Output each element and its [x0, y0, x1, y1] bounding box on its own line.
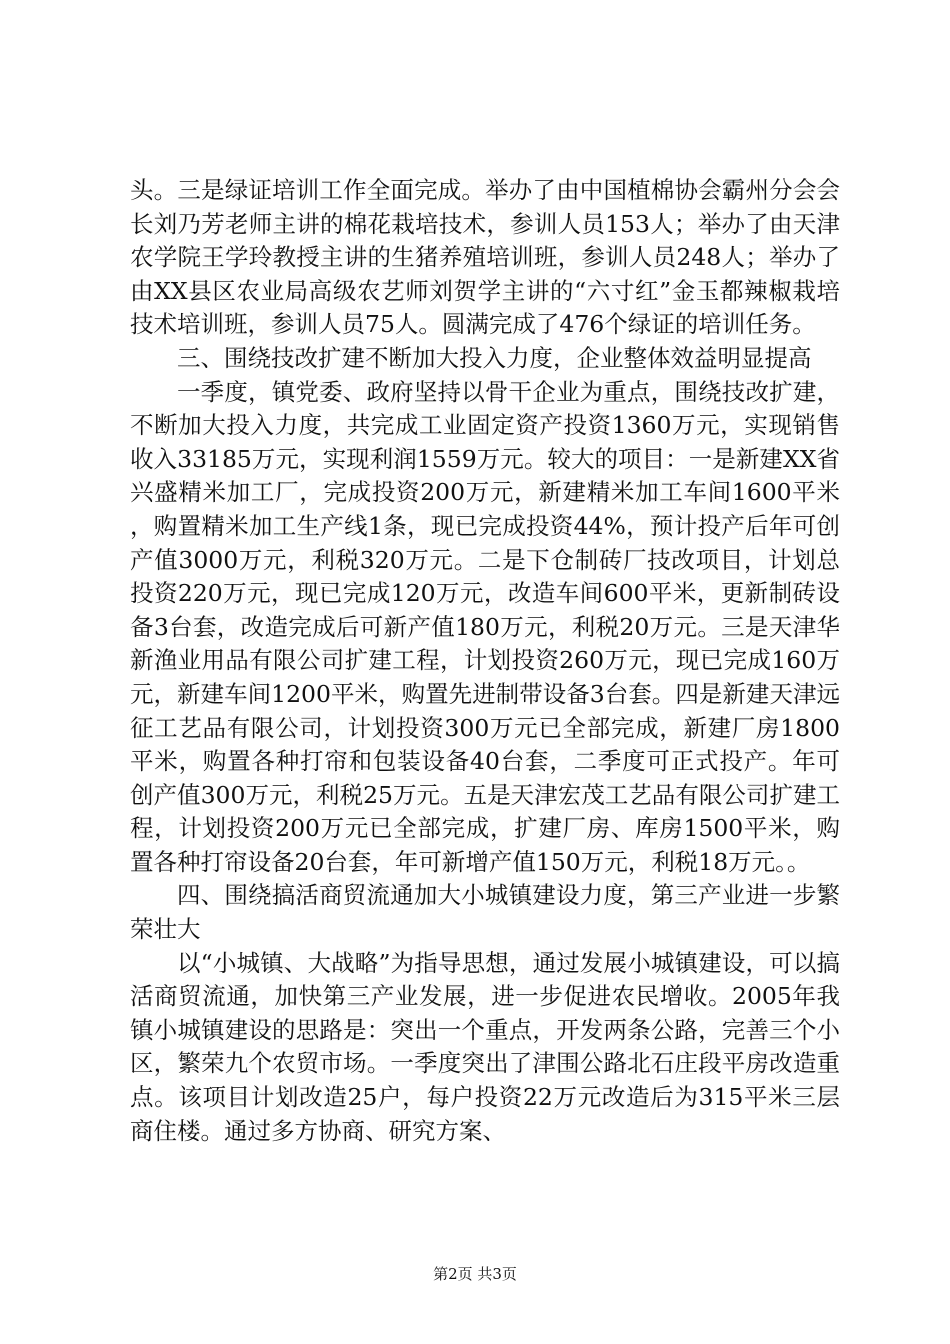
section-heading-4: 四、围绕搞活商贸流通加大小城镇建设力度，第三产业进一步繁荣壮大 [130, 881, 840, 944]
paragraph-investment-projects: 一季度，镇党委、政府坚持以骨干企业为重点，围绕技改扩建，不断加大投入力度，共完成工业固定资产投资1360万元，实现销售收入33185万元，实现利润1559万元。较大的项目：一是新建XX省兴盛精米加工厂，完成投资200万元，新建精米加工车间1600平米，购置精米加工生产线1条，现已完成投资44%，预计投产后年可创产值3000万元，利税320万元。二是下仓制砖厂技改项目，计划总投资220万元，现已完成120万元，改造车间600平米，更新制砖设备3台套，改造完成后可新产值180万元，利税20万元。三是天津华新渔业用品有限公司扩建工程，计划投资260万元，现已完成160万元，新建车间1200平米，购置先进制带设备3台套。四是新建天津远征工艺品有限公司，计划投资300万元已全部完成，新建厂房1800平米，购置各种打帘和包装设备40台套，二季度可正式投产。年可创产值300万元，利税25万元。五是天津宏茂工艺品有限公司扩建工程，计划投资200万元已全部完成，扩建厂房、库房1500平米，购置各种打帘设备20台套，年可新增产值150万元，利税18万元。。 [130, 377, 840, 876]
document-body [130, 174, 840, 1148]
section-heading-3: 三、围绕技改扩建不断加大投入力度，企业整体效益明显提高 [177, 343, 812, 372]
paragraph-training-summary: 头。三是绿证培训工作全面完成。举办了由中国植棉协会霸州分会会长刘乃芳老师主讲的棉花栽培技术，参训人员153人；举办了由天津农学院王学玲教授主讲的生猪养殖培训班，参训人员248人；举办了由XX县区农业局高级农艺师刘贺学主讲的“六寸红”金玉都辣椒栽培技术培训班，参训人员75人。圆满完成了476个绿证的培训任务。 [130, 176, 840, 339]
paragraph-town-construction: 以“小城镇、大战略”为指导思想，通过发展小城镇建设，可以搞活商贸流通，加快第三产业发展，进一步促进农民增收。2005年我镇小城镇建设的思路是：突出一个重点，开发两条公路，完善三个小区，繁荣九个农贸市场。一季度突出了津围公路北石庄段平房改造重点。该项目计划改造25户，每户投资22万元改造后为315平米三层商住楼。通过多方协商、研究方案、 [130, 948, 840, 1145]
page-number-footer: 第2页 共3页 [433, 1265, 517, 1283]
